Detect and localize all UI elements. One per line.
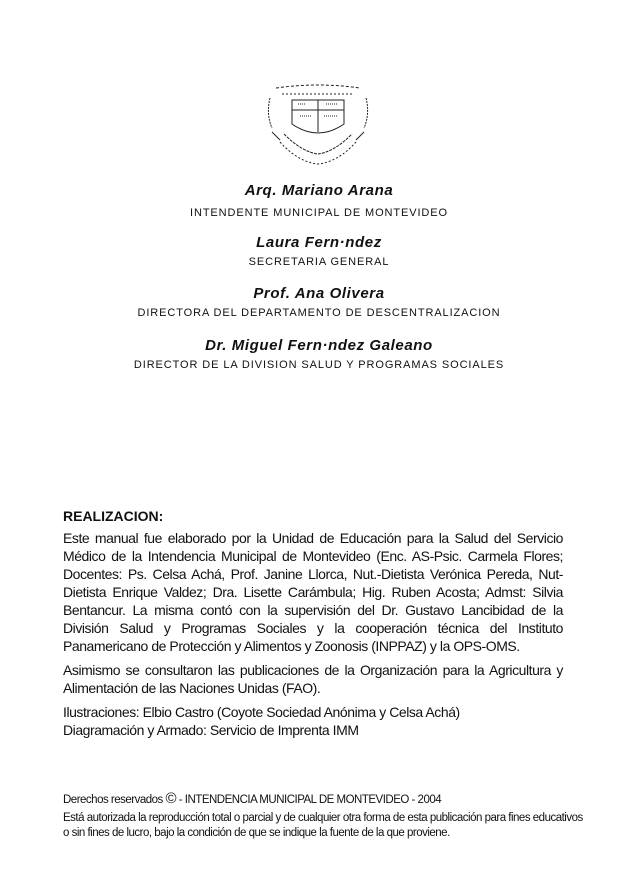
rights-line (63, 791, 583, 808)
official-role: SECRETARIA GENERAL (248, 256, 390, 268)
official-role: DIRECTORA DEL DEPARTAMENTO DE DESCENTRALIZACION (137, 307, 501, 319)
fao-paragraph: Asimismo se consultaron las publicaciones de la Organización para la Agricultura y Alimentación de las Naciones Unidas (FAO). (63, 662, 563, 696)
municipal-seal-icon (262, 84, 374, 168)
official-name: Prof. Ana Olivera (253, 285, 385, 302)
illustrations-credit: Ilustraciones: Elbio Castro (Coyote Sociedad Anónima y Celsa Achá) (63, 704, 460, 720)
credits-paragraph: Este manual fue elaborado por la Unidad de Educación para la Salud del Servicio Médico de la Intendencia Municipal de Montevideo (Enc. AS-Psic. Carmela Flores; Docentes: Ps. Celsa Achá, Prof. Janine Llorca, Nut.-Dietista Verónica Pereda, Nut-Dietista Enrique Valdez; Dra. Lisette Carámbula; Hig. Ruben Acosta; Admst: Silvia Bentancur. La misma contó con la supervisión del Dr. Gustavo Lancibidad de la División Salud y Programas Sociales y la cooperación técnica del Instituto Panamericano de Protección y Alimentos y Zoonosis (INPPAZ) y la OPS-OMS. (63, 530, 563, 654)
official-name: Arq. Mariano Arana (244, 182, 394, 199)
copyright-icon: © (165, 790, 177, 807)
rights-suffix: - INTENDENCIA MUNICIPAL DE MONTEVIDEO - 2004 (176, 794, 442, 806)
realizacion-heading: REALIZACION: (63, 508, 164, 524)
reproduction-notice: Está autorizada la reproducción total o parcial y de cualquier otra forma de esta publicación para fines educativos o sin fines de lucro, bajo la condición de que se indique la fuente de la que proviene. (63, 812, 583, 839)
official-role: INTENDENTE MUNICIPAL DE MONTEVIDEO (190, 207, 448, 219)
layout-credit: Diagramación y Armado: Servicio de Imprenta IMM (63, 722, 359, 738)
official-name: Laura Fern·ndez (256, 234, 382, 251)
rights-prefix: Derechos reservados (63, 794, 163, 806)
official-name: Dr. Miguel Fern·ndez Galeano (205, 337, 433, 354)
official-role: DIRECTOR DE LA DIVISION SALUD Y PROGRAMAS SOCIALES (133, 359, 505, 371)
